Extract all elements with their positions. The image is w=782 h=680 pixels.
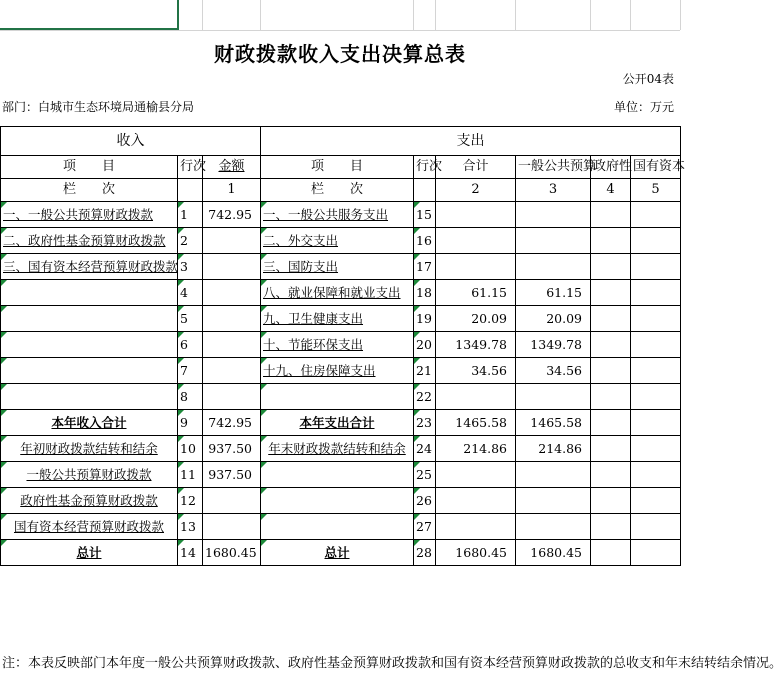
income-amount-cell[interactable]: 742.95	[203, 202, 261, 228]
income-item-cell[interactable]: 本年收入合计	[1, 410, 178, 436]
income-item-cell[interactable]	[1, 384, 178, 410]
table-row	[1, 384, 681, 410]
income-row-no-cell[interactable]: 12	[178, 488, 203, 514]
expense-item-cell[interactable]: 二、外交支出	[261, 228, 414, 254]
gov-fund-cell[interactable]	[591, 488, 631, 514]
table-row	[1, 514, 681, 540]
expense-row-no-cell[interactable]: 25	[414, 462, 436, 488]
income-row-no-cell[interactable]: 1	[178, 202, 203, 228]
state-capital-cell[interactable]	[631, 306, 681, 332]
table-row	[1, 228, 681, 254]
income-amount-cell[interactable]: 742.95	[203, 410, 261, 436]
income-item-header[interactable]: 项 目	[1, 156, 178, 179]
gov-fund-cell[interactable]	[591, 228, 631, 254]
income-amount-cell[interactable]	[203, 228, 261, 254]
department-label: 部门：白城市生态环境局通榆县分局	[2, 100, 195, 114]
expense-row-no-cell[interactable]: 18	[414, 280, 436, 306]
income-item-cell[interactable]: 一般公共预算财政拨款	[1, 462, 178, 488]
income-amount-cell[interactable]	[203, 488, 261, 514]
expense-total-cell[interactable]: 34.56	[436, 358, 516, 384]
income-row-no-cell[interactable]: 7	[178, 358, 203, 384]
table-row	[1, 540, 681, 566]
expense-total-cell[interactable]: 61.15	[436, 280, 516, 306]
state-capital-cell[interactable]	[631, 462, 681, 488]
expense-row-no-cell[interactable]: 22	[414, 384, 436, 410]
expense-item-cell[interactable]: 十九、住房保障支出	[261, 358, 414, 384]
table-row	[1, 358, 681, 384]
state-capital-cell[interactable]	[631, 228, 681, 254]
income-amount-cell[interactable]	[203, 358, 261, 384]
form-number: 公开04表	[622, 72, 674, 86]
column-number[interactable]: 4	[591, 179, 631, 202]
income-item-cell[interactable]	[1, 280, 178, 306]
expense-total-cell[interactable]: 1680.45	[436, 540, 516, 566]
expense-item-cell[interactable]: 总计	[261, 540, 414, 566]
expense-item-cell[interactable]: 九、卫生健康支出	[261, 306, 414, 332]
expense-row-no-cell[interactable]: 28	[414, 540, 436, 566]
state-capital-cell[interactable]	[631, 514, 681, 540]
table-row	[1, 462, 681, 488]
expense-row-no-cell[interactable]: 24	[414, 436, 436, 462]
income-amount-cell[interactable]	[203, 280, 261, 306]
state-capital-cell[interactable]	[631, 436, 681, 462]
grid-cell[interactable]	[260, 0, 414, 30]
income-amount-cell[interactable]: 937.50	[203, 462, 261, 488]
gov-fund-cell[interactable]	[591, 254, 631, 280]
general-budget-cell[interactable]: 61.15	[516, 280, 591, 306]
report-title: 财政拨款收入支出决算总表	[214, 42, 466, 66]
expense-item-cell[interactable]: 一、一般公共服务支出	[261, 202, 414, 228]
expense-item-cell[interactable]	[261, 514, 414, 540]
table-cell[interactable]	[414, 179, 436, 202]
income-row-no-cell[interactable]: 14	[178, 540, 203, 566]
general-budget-cell[interactable]: 1349.78	[516, 332, 591, 358]
table-row	[1, 332, 681, 358]
income-item-cell[interactable]	[1, 332, 178, 358]
state-capital-cell[interactable]	[631, 358, 681, 384]
state-capital-cell[interactable]	[631, 410, 681, 436]
income-amount-cell[interactable]	[203, 514, 261, 540]
state-capital-cell[interactable]	[631, 488, 681, 514]
gov-fund-header[interactable]: 政府性	[591, 156, 631, 179]
expense-row-no-cell[interactable]: 26	[414, 488, 436, 514]
expense-item-cell[interactable]	[261, 384, 414, 410]
general-budget-cell[interactable]: 34.56	[516, 358, 591, 384]
expense-item-header[interactable]: 项 目	[261, 156, 414, 179]
income-item-cell[interactable]	[1, 306, 178, 332]
general-budget-cell[interactable]	[516, 384, 591, 410]
income-item-cell[interactable]: 二、政府性基金预算财政拨款	[1, 228, 178, 254]
gov-fund-cell[interactable]	[591, 202, 631, 228]
expense-total-cell[interactable]: 214.86	[436, 436, 516, 462]
column-number[interactable]: 1	[203, 179, 261, 202]
grid-cell[interactable]	[630, 0, 681, 30]
income-amount-cell[interactable]: 937.50	[203, 436, 261, 462]
gov-fund-cell[interactable]	[591, 462, 631, 488]
gov-fund-cell[interactable]	[591, 306, 631, 332]
table-row	[1, 410, 681, 436]
income-column-label[interactable]: 栏 次	[1, 179, 178, 202]
grid-cell[interactable]	[435, 0, 516, 30]
income-amount-cell[interactable]	[203, 332, 261, 358]
general-budget-cell[interactable]: 1680.45	[516, 540, 591, 566]
state-capital-header[interactable]: 国有资本	[631, 156, 681, 179]
gov-fund-cell[interactable]	[591, 410, 631, 436]
expense-row-no-cell[interactable]: 17	[414, 254, 436, 280]
income-item-cell[interactable]: 政府性基金预算财政拨款	[1, 488, 178, 514]
expense-item-cell[interactable]: 三、国防支出	[261, 254, 414, 280]
column-number[interactable]: 3	[516, 179, 591, 202]
expense-total-cell[interactable]: 20.09	[436, 306, 516, 332]
income-row-no-cell[interactable]: 13	[178, 514, 203, 540]
state-capital-cell[interactable]	[631, 384, 681, 410]
expense-row-no-cell[interactable]: 27	[414, 514, 436, 540]
selected-cell[interactable]	[0, 0, 179, 30]
income-amount-cell[interactable]: 1680.45	[203, 540, 261, 566]
expense-item-cell[interactable]	[261, 488, 414, 514]
income-row-no-cell[interactable]: 10	[178, 436, 203, 462]
table-row	[1, 254, 681, 280]
general-budget-cell[interactable]	[516, 228, 591, 254]
expense-item-cell[interactable]: 本年支出合计	[261, 410, 414, 436]
general-budget-cell[interactable]	[516, 462, 591, 488]
expense-row-no-header[interactable]: 行次	[414, 156, 436, 179]
state-capital-cell[interactable]	[631, 540, 681, 566]
column-number[interactable]: 2	[436, 179, 516, 202]
expense-total-cell[interactable]: 1465.58	[436, 410, 516, 436]
gov-fund-cell[interactable]	[591, 280, 631, 306]
expense-total-cell[interactable]	[436, 384, 516, 410]
column-number[interactable]: 5	[631, 179, 681, 202]
income-header[interactable]: 收入	[1, 127, 261, 156]
expense-total-cell[interactable]	[436, 514, 516, 540]
income-item-cell[interactable]: 总计	[1, 540, 178, 566]
expense-header[interactable]: 支出	[261, 127, 681, 156]
income-amount-cell[interactable]	[203, 306, 261, 332]
income-row-no-cell[interactable]: 8	[178, 384, 203, 410]
expense-row-no-cell[interactable]: 23	[414, 410, 436, 436]
unit-label: 单位：万元	[613, 100, 674, 114]
income-row-no-header[interactable]: 行次	[178, 156, 203, 179]
table-row	[1, 436, 681, 462]
income-item-cell[interactable]: 年初财政拨款结转和结余	[1, 436, 178, 462]
general-budget-header[interactable]: 一般公共预算	[516, 156, 591, 179]
income-item-cell[interactable]: 一、一般公共预算财政拨款	[1, 202, 178, 228]
income-amount-cell[interactable]	[203, 254, 261, 280]
budget-table	[0, 126, 686, 566]
income-amount-header[interactable]: 金额	[203, 156, 261, 179]
footnote: 注：本表反映部门本年度一般公共预算财政拨款、政府性基金预算财政拨款和国有资本经营预算财政拨款的总收支和年末结转结余情况。	[2, 656, 782, 671]
grid-cell[interactable]	[515, 0, 591, 30]
grid-cell[interactable]	[413, 0, 436, 30]
expense-item-cell[interactable]: 年末财政拨款结转和结余	[261, 436, 414, 462]
income-item-cell[interactable]: 国有资本经营预算财政拨款	[1, 514, 178, 540]
grid-cell[interactable]	[202, 0, 261, 30]
table-row	[1, 488, 681, 514]
gov-fund-cell[interactable]	[591, 332, 631, 358]
grid-cell[interactable]	[590, 0, 631, 30]
grid-cell[interactable]	[177, 0, 203, 30]
state-capital-cell[interactable]	[631, 202, 681, 228]
expense-total-cell[interactable]: 1349.78	[436, 332, 516, 358]
expense-total-cell[interactable]	[436, 202, 516, 228]
expense-row-no-cell[interactable]: 15	[414, 202, 436, 228]
state-capital-cell[interactable]	[631, 254, 681, 280]
general-budget-cell[interactable]	[516, 202, 591, 228]
income-row-no-cell[interactable]: 11	[178, 462, 203, 488]
gov-fund-cell[interactable]	[591, 358, 631, 384]
income-row-no-cell[interactable]: 2	[178, 228, 203, 254]
general-budget-cell[interactable]: 20.09	[516, 306, 591, 332]
income-item-cell[interactable]	[1, 358, 178, 384]
general-budget-cell[interactable]	[516, 514, 591, 540]
expense-row-no-cell[interactable]: 19	[414, 306, 436, 332]
expense-item-cell[interactable]: 八、就业保障和就业支出	[261, 280, 414, 306]
expense-row-no-cell[interactable]: 20	[414, 332, 436, 358]
gov-fund-cell[interactable]	[591, 540, 631, 566]
income-row-no-cell[interactable]: 5	[178, 306, 203, 332]
income-row-no-cell[interactable]: 3	[178, 254, 203, 280]
expense-total-header[interactable]: 合计	[436, 156, 516, 179]
expense-item-cell[interactable]: 十、节能环保支出	[261, 332, 414, 358]
expense-row-no-cell[interactable]: 16	[414, 228, 436, 254]
expense-total-cell[interactable]	[436, 254, 516, 280]
table-row	[1, 280, 681, 306]
income-row-no-cell[interactable]: 9	[178, 410, 203, 436]
expense-row-no-cell[interactable]: 21	[414, 358, 436, 384]
income-item-cell[interactable]: 三、国有资本经营预算财政拨款	[1, 254, 178, 280]
table-cell[interactable]	[178, 179, 203, 202]
state-capital-cell[interactable]	[631, 332, 681, 358]
gov-fund-cell[interactable]	[591, 384, 631, 410]
general-budget-cell[interactable]: 1465.58	[516, 410, 591, 436]
general-budget-cell[interactable]: 214.86	[516, 436, 591, 462]
gov-fund-cell[interactable]	[591, 514, 631, 540]
table-row	[1, 306, 681, 332]
general-budget-cell[interactable]	[516, 488, 591, 514]
expense-total-cell[interactable]	[436, 228, 516, 254]
income-row-no-cell[interactable]: 4	[178, 280, 203, 306]
income-row-no-cell[interactable]: 6	[178, 332, 203, 358]
expense-column-label[interactable]: 栏 次	[261, 179, 414, 202]
expense-total-cell[interactable]	[436, 488, 516, 514]
general-budget-cell[interactable]	[516, 254, 591, 280]
income-amount-cell[interactable]	[203, 384, 261, 410]
table-row	[1, 202, 681, 228]
expense-total-cell[interactable]	[436, 462, 516, 488]
state-capital-cell[interactable]	[631, 280, 681, 306]
spreadsheet-gridlines	[0, 0, 680, 31]
gov-fund-cell[interactable]	[591, 436, 631, 462]
expense-item-cell[interactable]	[261, 462, 414, 488]
